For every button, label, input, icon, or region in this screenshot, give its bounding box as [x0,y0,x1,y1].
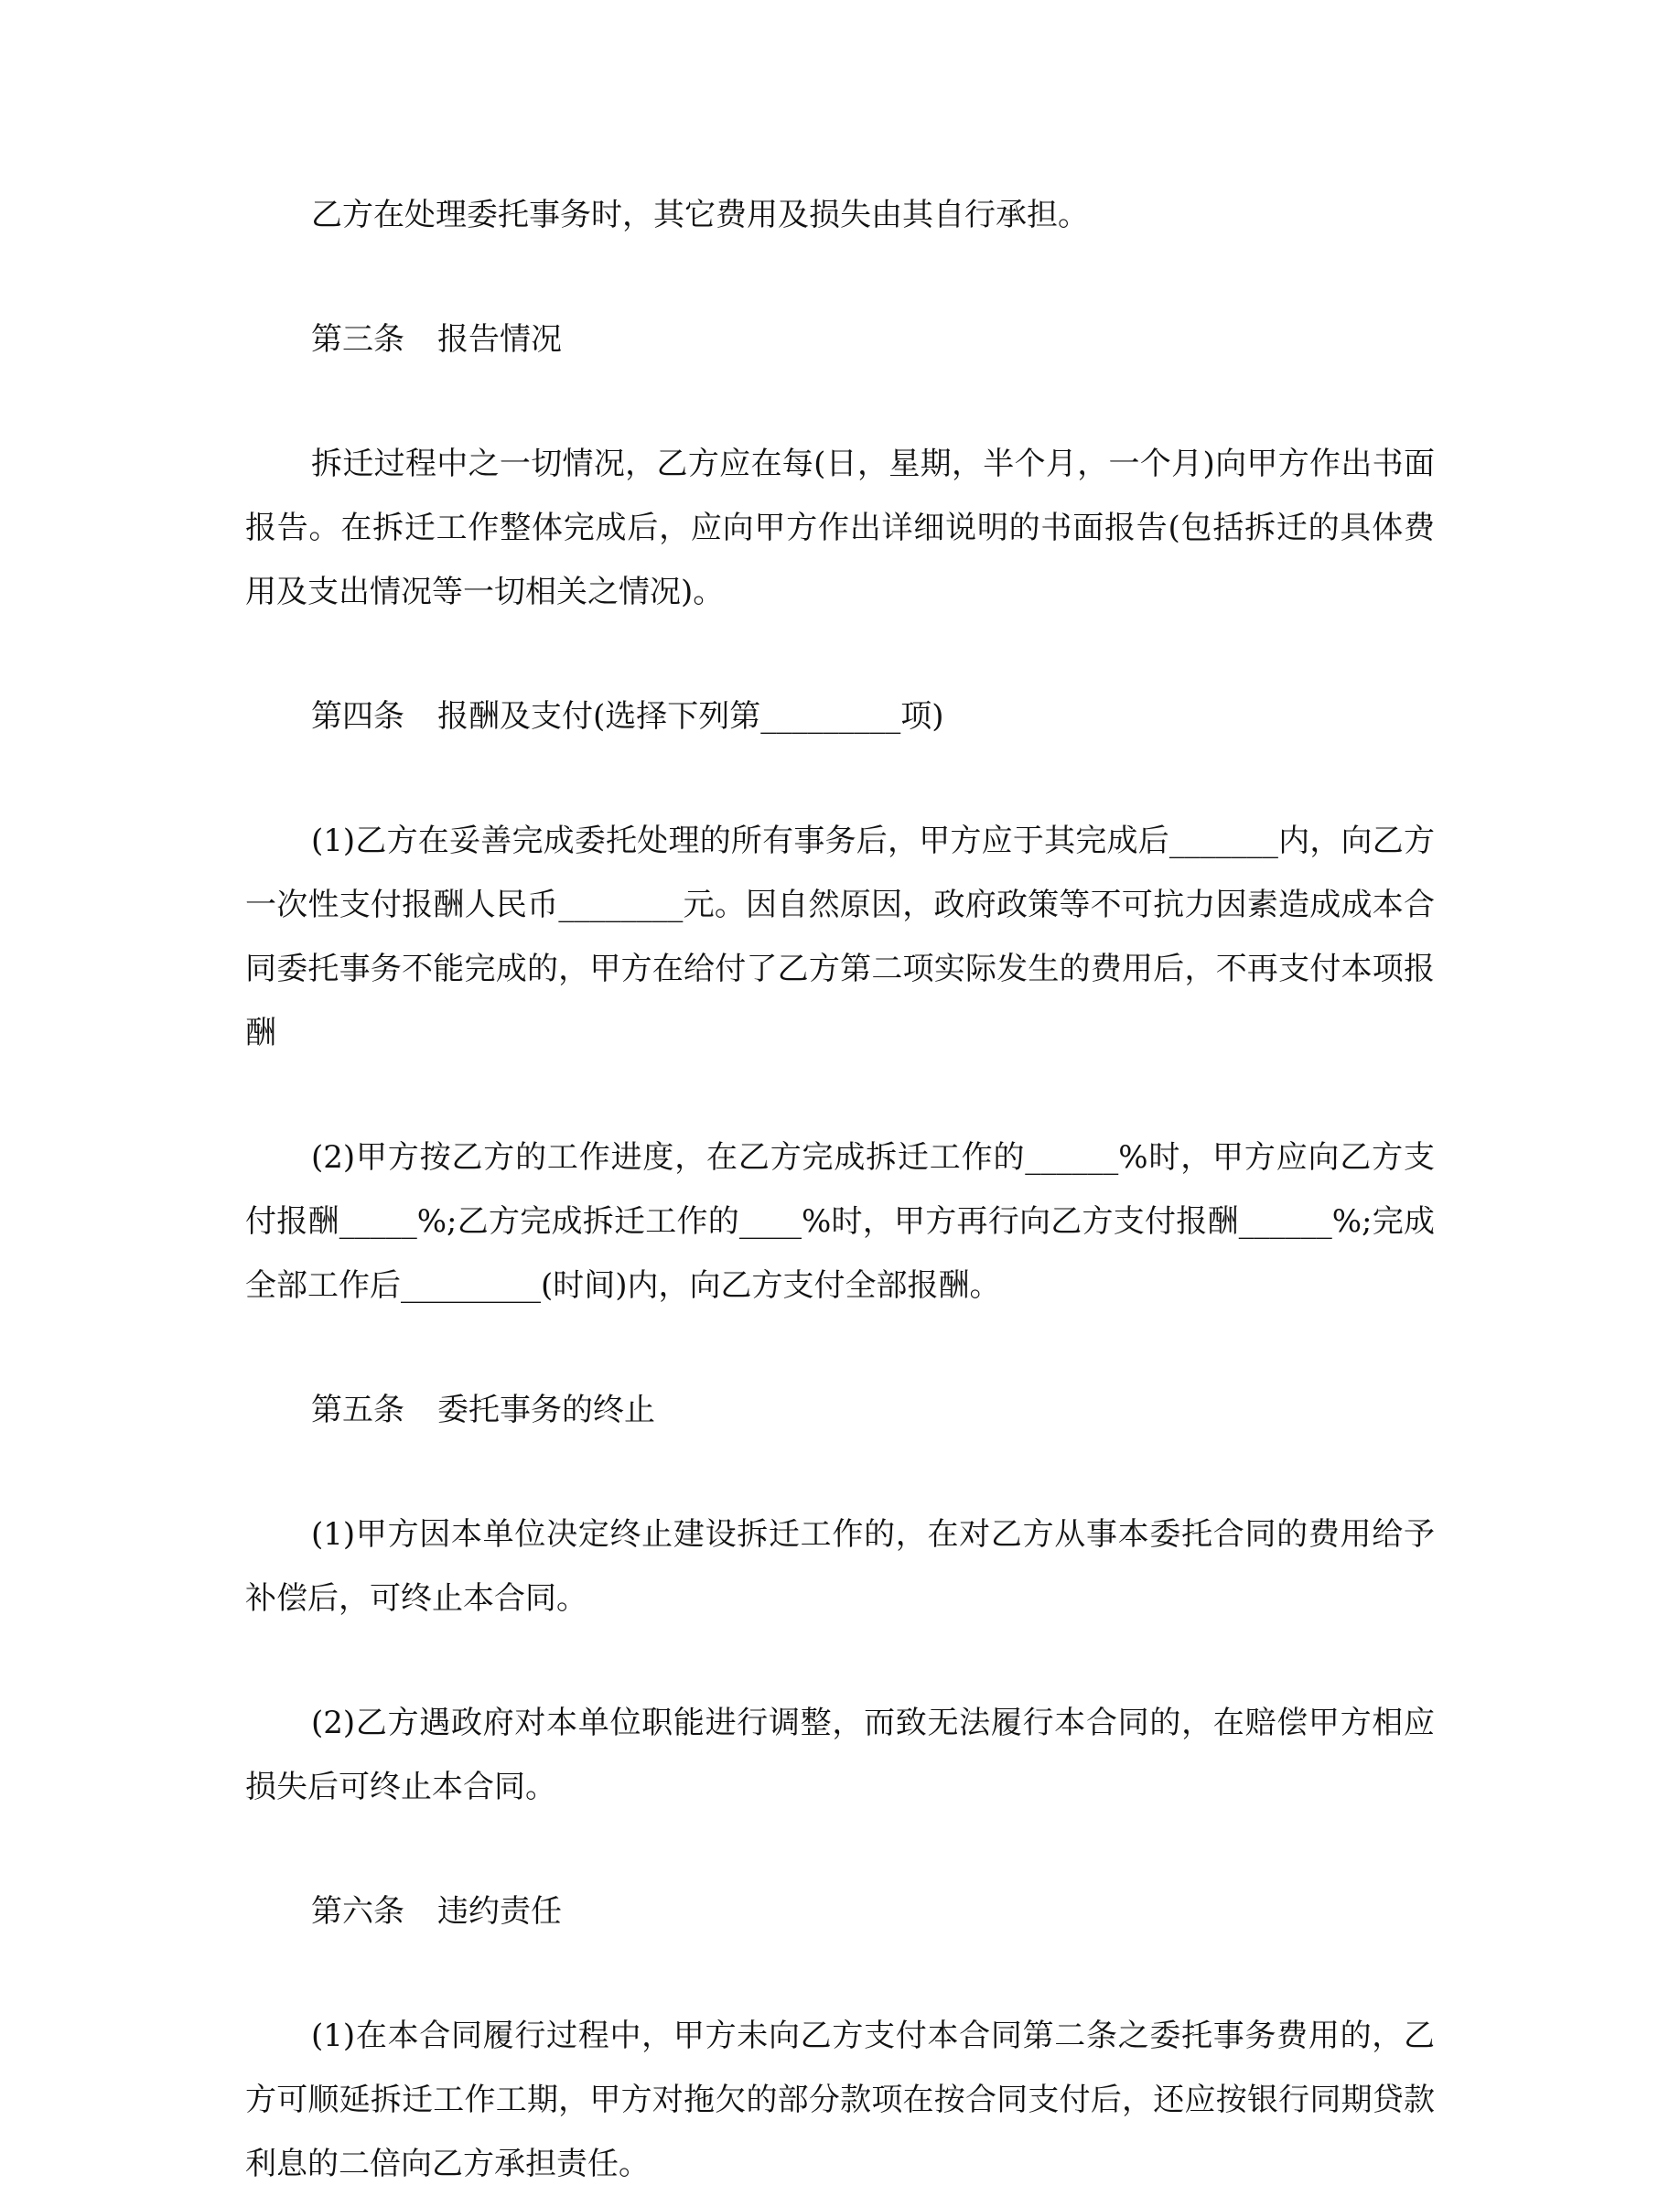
article-3-number: 第三条 [311,321,404,358]
article-6-heading [245,1879,1435,1943]
article-4-title: 报酬及支付(选择下列第_________项) [437,698,944,735]
article-4-number: 第四条 [311,698,404,735]
article-3-title: 报告情况 [437,321,562,358]
paragraph-termination-1: (1)甲方因本单位决定终止建设拆迁工作的，在对乙方从事本委托合同的费用给予补偿后，可终止本合同。 [245,1516,1435,1617]
article-5-title: 委托事务的终止 [437,1392,655,1428]
article-5-number: 第五条 [311,1392,404,1428]
article-4-heading [245,684,1435,748]
paragraph-other-costs: 乙方在处理委托事务时，其它费用及损失由其自行承担。 [311,197,1089,233]
article-6-number: 第六条 [311,1893,404,1930]
document-page [245,183,1435,2196]
paragraph-payment-option-2: (2)甲方按乙方的工作进度，在乙方完成拆迁工作的______%时，甲方应向乙方支付报酬_____%;乙方完成拆迁工作的____%时，甲方再行向乙方支付报酬______%;完成全部工作后_________(时间)内，向乙方支付全部报酬。 [245,1139,1435,1304]
article-6-title: 违约责任 [437,1893,562,1930]
paragraph-report: 拆迁过程中之一切情况，乙方应在每(日，星期，半个月，一个月)向甲方作出书面报告。在拆迁工作整体完成后，应向甲方作出详细说明的书面报告(包括拆迁的具体费用及支出情况等一切相关之情况)。 [245,446,1435,610]
paragraph-payment-option-1: (1)乙方在妥善完成委托处理的所有事务后，甲方应于其完成后_______内，向乙方一次性支付报酬人民币________元。因自然原因，政府政策等不可抗力因素造成成本合同委托事务不能完成的，甲方在给付了乙方第二项实际发生的费用后，不再支付本项报酬 [245,823,1435,1051]
paragraph-breach-1: (1)在本合同履行过程中，甲方未向乙方支付本合同第二条之委托事务费用的，乙方可顺延拆迁工作工期，甲方对拖欠的部分款项在按合同支付后，还应按银行同期贷款利息的二倍向乙方承担责任。 [245,2018,1435,2182]
article-5-heading [245,1378,1435,1442]
article-3-heading [245,307,1435,371]
paragraph-termination-2: (2)乙方遇政府对本单位职能进行调整，而致无法履行本合同的，在赔偿甲方相应损失后可终止本合同。 [245,1705,1435,1805]
